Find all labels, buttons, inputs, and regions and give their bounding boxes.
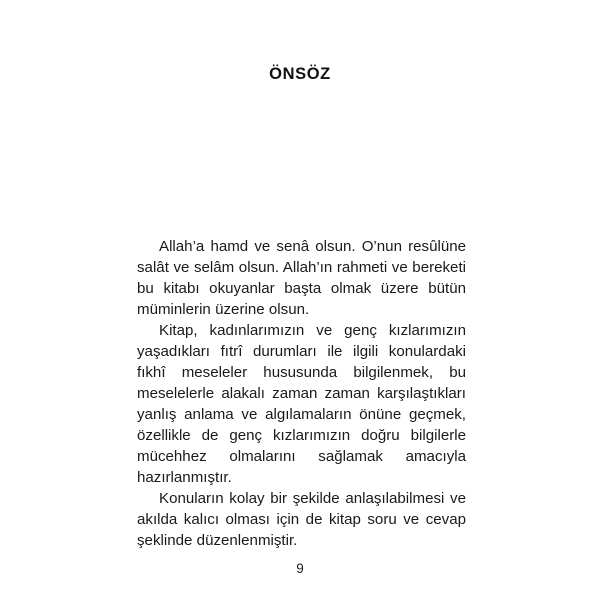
paragraph: Kitap, kadınlarımızın ve genç kızlarımızın yaşadıkları fıtrî durumları ile ilgili konulardaki fıkhî meseleler hususunda bilgilenmek, bu meselelerle alakalı zaman zaman karşılaştıkları yanlış anlama ve algılamaların önüne geçmek, özellikle de genç kızlarımızın doğru bilgilerle mücehhez olmalarını sağlamak amacıyla hazırlanmıştır. — [137, 322, 466, 486]
body-text-block — [137, 236, 466, 551]
paragraph: Konuların kolay bir şekilde anlaşılabilmesi ve akılda kalıcı olması için de kitap soru ve cevap şeklinde düzenlenmiştir. — [137, 490, 466, 549]
page-number: 9 — [296, 561, 304, 576]
paragraph: Allah’a hamd ve senâ olsun. O’nun resûlüne salât ve selâm olsun. Allah’ın rahmeti ve bereketi bu kitabı okuyanlar başta olmak üzere bütün müminlerin üzerine olsun. — [137, 238, 466, 318]
page-title: ÖNSÖZ — [269, 65, 331, 84]
